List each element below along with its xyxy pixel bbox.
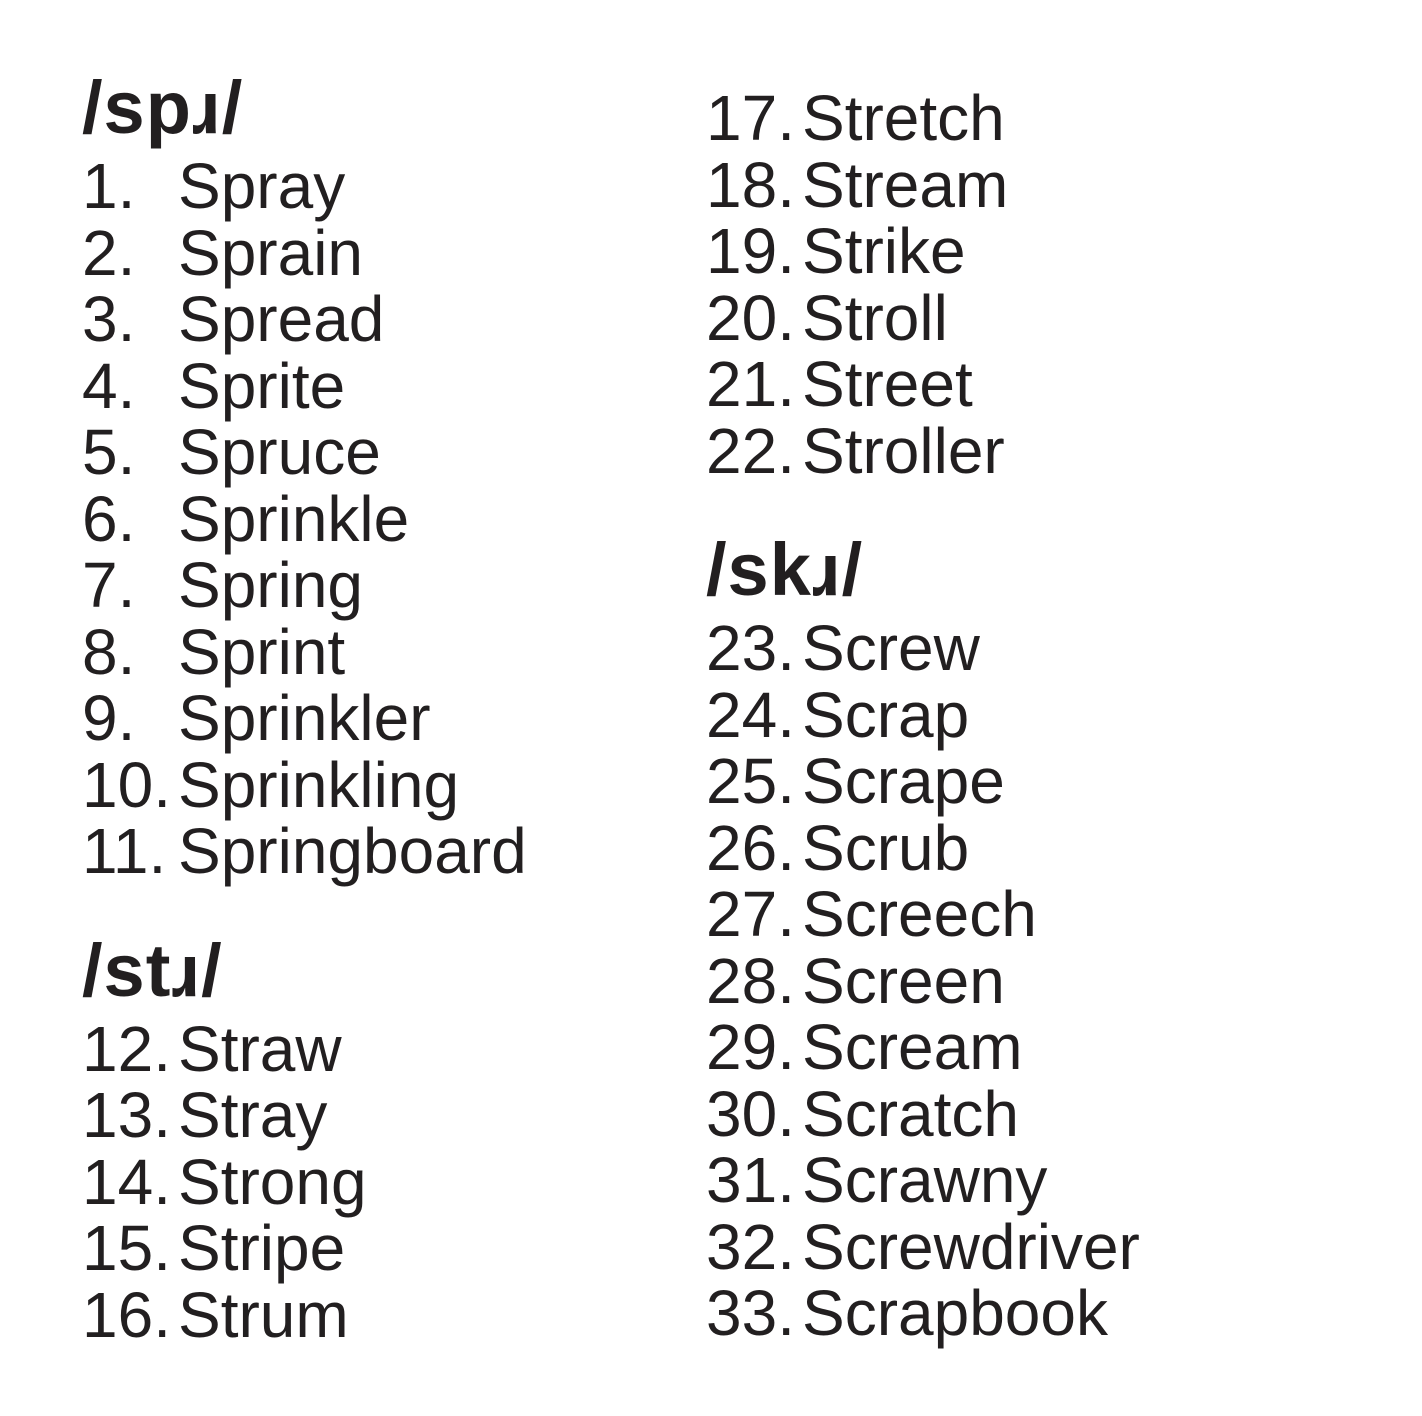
item-number: 1.: [82, 150, 136, 222]
item-number: 33.: [706, 1277, 795, 1349]
item-word: Sprint: [178, 615, 346, 688]
item-word: Scream: [802, 1011, 1023, 1083]
word-list-item: [706, 414, 1366, 487]
item-word: Straw: [178, 1012, 342, 1085]
word-list-item: [706, 148, 1366, 221]
item-number: 22.: [706, 414, 795, 487]
word-list-item: [82, 748, 682, 821]
item-number: 23.: [706, 612, 795, 684]
item-number: 32.: [706, 1210, 795, 1283]
item-number: 20.: [706, 281, 795, 354]
item-word: Stretch: [802, 82, 1005, 154]
word-list-item: [82, 682, 682, 754]
word-list-item: [706, 1077, 1366, 1150]
item-word: Sprain: [178, 216, 363, 289]
item-number: 21.: [706, 348, 795, 420]
word-list-item: [706, 82, 1366, 154]
word-list-column-left: [82, 66, 682, 1351]
item-number: 7.: [82, 549, 136, 621]
word-list-item: [706, 1277, 1366, 1349]
word-list-item: [706, 878, 1366, 950]
word-list-item: [82, 1278, 682, 1351]
item-number: 31.: [706, 1144, 795, 1216]
word-list-item: [82, 1212, 682, 1284]
item-word: Strum: [178, 1278, 349, 1351]
word-list-item: [706, 811, 1366, 884]
item-word: Stray: [178, 1079, 328, 1151]
word-list-item: [82, 549, 682, 621]
item-number: 18.: [706, 148, 795, 221]
word-list-item: [706, 1011, 1366, 1083]
phoneme-section: [82, 66, 682, 887]
word-list-item: [706, 1210, 1366, 1283]
item-word: Strong: [178, 1145, 367, 1218]
word-list-item: [82, 216, 682, 289]
word-list-item: [82, 1079, 682, 1151]
item-word: Stroller: [802, 414, 1005, 487]
item-number: 27.: [706, 878, 795, 950]
item-word: Stroll: [802, 281, 948, 354]
item-number: 9.: [82, 682, 136, 754]
item-word: Sprinkling: [178, 748, 460, 821]
item-number: 13.: [82, 1079, 171, 1151]
item-word: Scrapbook: [802, 1277, 1108, 1349]
item-word: Scrawny: [802, 1144, 1048, 1216]
item-word: Screen: [802, 944, 1005, 1017]
word-list-item: [706, 1144, 1366, 1216]
word-list-item: [82, 815, 682, 887]
word-list-item: [82, 1145, 682, 1218]
item-word: Scrap: [802, 678, 970, 751]
word-list-item: [82, 416, 682, 488]
word-list-item: [82, 1012, 682, 1085]
item-number: 24.: [706, 678, 795, 751]
item-number: 6.: [82, 482, 136, 555]
item-number: 25.: [706, 745, 795, 817]
item-number: 4.: [82, 349, 136, 422]
item-word: Scrape: [802, 745, 1005, 817]
word-list-column-right: [706, 82, 1366, 1349]
item-number: 28.: [706, 944, 795, 1017]
item-word: Scratch: [802, 1077, 1019, 1150]
item-number: 14.: [82, 1145, 171, 1218]
word-list-item: [706, 348, 1366, 420]
item-word: Springboard: [178, 815, 527, 887]
item-number: 17.: [706, 82, 795, 154]
phoneme-heading: /spɹ/: [82, 66, 244, 149]
item-number: 30.: [706, 1077, 795, 1150]
item-word: Sprinkle: [178, 482, 410, 555]
word-list-item: [82, 150, 682, 222]
item-word: Spread: [178, 283, 385, 355]
item-number: 2.: [82, 216, 136, 289]
word-list-item: [706, 215, 1366, 287]
item-word: Stream: [802, 148, 1009, 221]
word-list-item: [706, 612, 1366, 684]
word-list-item: [82, 283, 682, 355]
item-word: Screech: [802, 878, 1037, 950]
phoneme-section: [82, 928, 682, 1351]
item-number: 11.: [82, 815, 167, 887]
item-number: 12.: [82, 1012, 171, 1085]
item-number: 8.: [82, 615, 136, 688]
item-word: Strike: [802, 215, 966, 287]
item-word: Stripe: [178, 1212, 346, 1284]
item-number: 5.: [82, 416, 136, 488]
item-word: Spray: [178, 150, 346, 222]
word-list-item: [706, 678, 1366, 751]
word-list-item: [82, 349, 682, 422]
phoneme-section: [706, 82, 1366, 487]
item-word: Screw: [802, 612, 980, 684]
item-word: Sprinkler: [178, 682, 431, 754]
item-word: Sprite: [178, 349, 346, 422]
item-number: 16.: [82, 1278, 171, 1351]
item-word: Street: [802, 348, 973, 420]
item-word: Scrub: [802, 811, 970, 884]
item-number: 10.: [82, 748, 171, 821]
item-number: 29.: [706, 1011, 795, 1083]
item-number: 15.: [82, 1212, 171, 1284]
word-list-item: [706, 944, 1366, 1017]
phoneme-section: [706, 528, 1366, 1349]
phoneme-heading: /skɹ/: [706, 528, 864, 611]
phoneme-heading: /stɹ/: [82, 928, 223, 1012]
word-list-item: [706, 745, 1366, 817]
item-word: Spring: [178, 549, 363, 621]
word-list-item: [706, 281, 1366, 354]
item-word: Spruce: [178, 416, 381, 488]
item-word: Screwdriver: [802, 1210, 1140, 1283]
word-list-item: [82, 482, 682, 555]
item-number: 3.: [82, 283, 136, 355]
item-number: 19.: [706, 215, 795, 287]
word-list-item: [82, 615, 682, 688]
item-number: 26.: [706, 811, 795, 884]
